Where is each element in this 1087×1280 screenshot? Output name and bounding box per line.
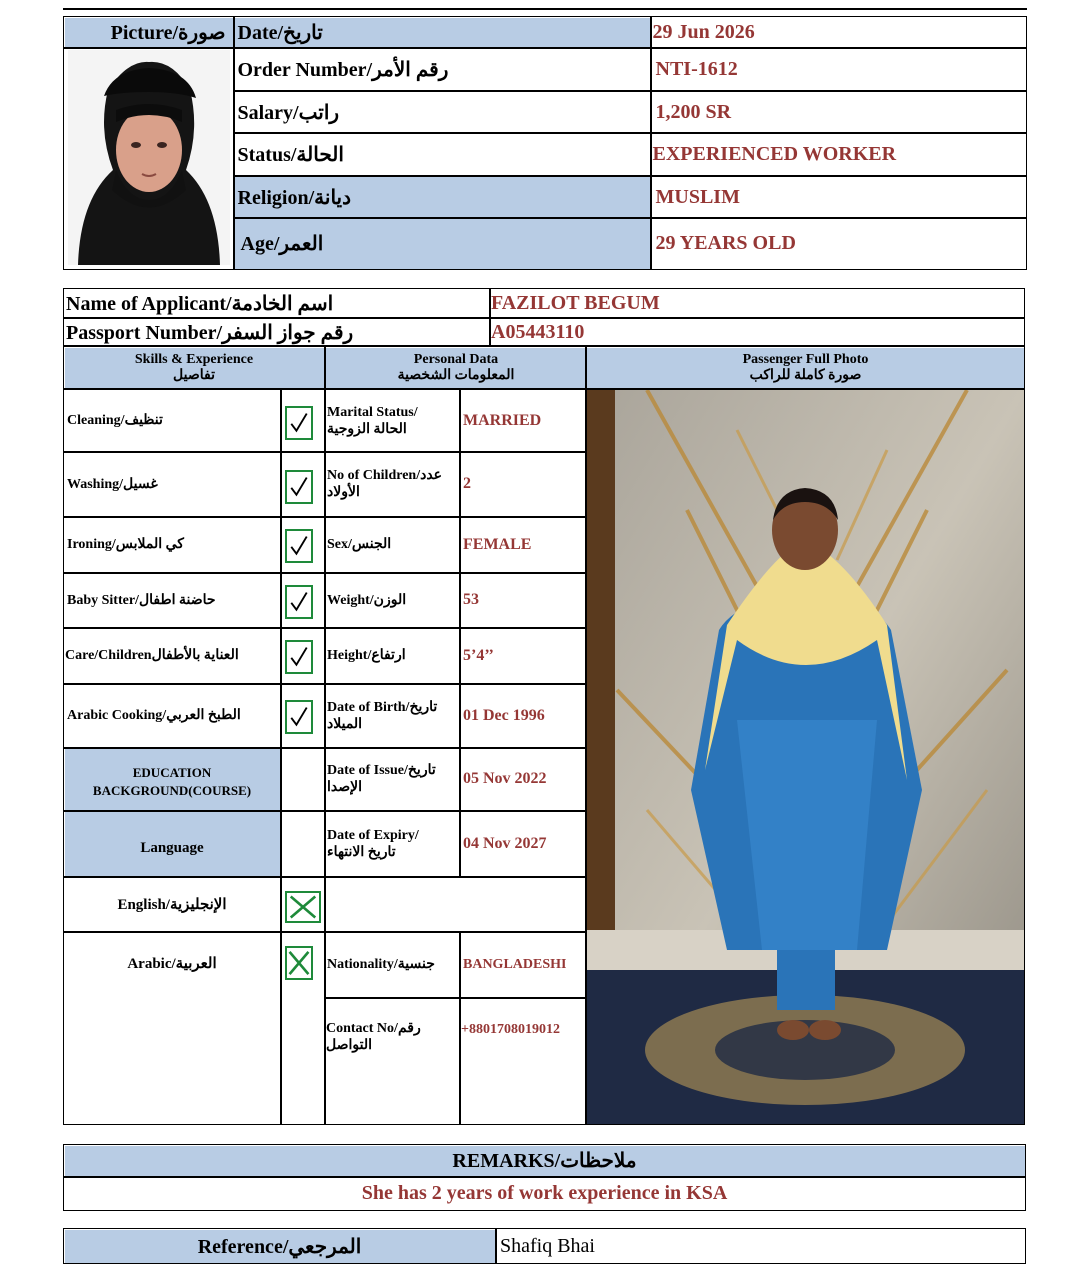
nationality-value: BANGLADESHI bbox=[463, 956, 567, 972]
weight-value: 53 bbox=[463, 591, 479, 608]
age-label: Age/العمر bbox=[235, 219, 650, 269]
height-label: Height/ارتفاع bbox=[327, 648, 406, 663]
english-cross-icon bbox=[285, 891, 321, 923]
weight-label: Weight/الوزن bbox=[327, 592, 407, 608]
personal-header-en: Personal Data bbox=[413, 352, 499, 367]
language-arabic-label: Arabic/العربية bbox=[127, 955, 217, 972]
date-of-issue-value: 05 Nov 2022 bbox=[463, 770, 547, 787]
skill-baby-sitter-label: Baby Sitter/حاضنة اطفال bbox=[67, 592, 216, 608]
top-rule bbox=[63, 8, 1027, 10]
sex-value: FEMALE bbox=[463, 535, 532, 553]
height-value: 5’4’’ bbox=[463, 646, 494, 664]
date-of-birth-label: Date of Birth/تاريخ الميلاد bbox=[327, 699, 438, 732]
religion-label: Religion/ديانة bbox=[235, 177, 650, 218]
reference-label: Reference/المرجعي bbox=[197, 1235, 362, 1258]
age-value: 29 YEARS OLD bbox=[655, 232, 796, 254]
reference-value: Shafiq Bhai bbox=[500, 1234, 595, 1257]
language-label: Language bbox=[140, 839, 204, 856]
children-label: No of Children/عدد الأولاد bbox=[327, 468, 443, 500]
date-of-birth-value: 01 Dec 1996 bbox=[463, 706, 545, 724]
picture-label: Picture/صورة bbox=[65, 18, 234, 48]
personal-header-ar: المعلومات الشخصية bbox=[397, 368, 515, 383]
passport-number-value: A05443110 bbox=[491, 320, 585, 343]
order-number-label: Order Number/رقم الأمر bbox=[237, 59, 449, 81]
skill-arabic-cooking-label: Arabic Cooking/الطبخ العربي bbox=[67, 708, 241, 723]
cleaning-check-icon bbox=[285, 406, 313, 440]
children-value: 2 bbox=[463, 475, 471, 492]
personal-data-header bbox=[326, 349, 586, 387]
applicant-name-label: Name of Applicant/اسم الخادمة bbox=[66, 293, 334, 315]
skill-washing-label: Washing/غسيل bbox=[67, 476, 158, 492]
education-label bbox=[65, 760, 279, 804]
status-value: EXPERIENCED WORKER bbox=[652, 143, 897, 165]
skill-ironing-label: Ironing/كي الملابس bbox=[67, 537, 184, 552]
care-children-check-icon bbox=[285, 640, 313, 674]
passenger-full-photo bbox=[587, 390, 1024, 1124]
washing-check-icon bbox=[285, 470, 313, 504]
marital-status-label: Marital Status/ الحالة الزوجية bbox=[327, 404, 418, 437]
remarks-label: REMARKS/ملاحظات bbox=[452, 1150, 637, 1172]
photo-header-ar: صورة كاملة للراكب bbox=[749, 368, 862, 383]
salary-label: Salary/راتب bbox=[237, 101, 340, 124]
date-of-issue-label: Date of Issue/تاريخ الإصدا bbox=[327, 763, 436, 795]
date-of-expiry-label: Date of Expiry/ تاريخ الانتهاء bbox=[327, 827, 419, 860]
passport-number-label: Passport Number/رقم جواز السفر bbox=[66, 321, 354, 344]
status-label: Status/الحالة bbox=[237, 144, 344, 166]
date-label: Date/تاريخ bbox=[235, 18, 650, 48]
order-number-value: NTI-1612 bbox=[655, 58, 738, 80]
religion-value: MUSLIM bbox=[655, 185, 740, 208]
contact-value: +8801708019012 bbox=[461, 1022, 560, 1037]
photo-header-en: Passenger Full Photo bbox=[742, 352, 869, 367]
skill-cleaning-label: Cleaning/تنظيف bbox=[67, 413, 163, 428]
skill-care-children-label: Care/Childrenالعناية بالأطفال bbox=[65, 648, 239, 663]
marital-status-value: MARRIED bbox=[463, 411, 542, 429]
applicant-portrait-photo bbox=[68, 50, 230, 265]
skills-header-ar: تفاصيل bbox=[173, 368, 215, 383]
arabic-cross-icon bbox=[285, 946, 313, 980]
baby-sitter-check-icon bbox=[285, 585, 313, 619]
skills-header bbox=[64, 349, 324, 387]
education-line1: EDUCATION bbox=[132, 765, 212, 780]
skills-header-en: Skills & Experience bbox=[134, 352, 254, 367]
education-line2: BACKGROUND(COURSE) bbox=[92, 783, 252, 798]
arabic-cooking-check-icon bbox=[285, 700, 313, 734]
nationality-label: Nationality/جنسية bbox=[327, 957, 435, 972]
ironing-check-icon bbox=[285, 529, 313, 563]
full-photo-header bbox=[587, 349, 1024, 387]
salary-value: 1,200 SR bbox=[655, 100, 732, 123]
applicant-name-value: FAZILOT BEGUM bbox=[491, 292, 660, 314]
contact-label: Contact No/رقم التواصل bbox=[326, 1021, 421, 1053]
language-english-label: English/الإنجليزية bbox=[117, 896, 227, 913]
date-of-expiry-value: 04 Nov 2027 bbox=[463, 834, 547, 852]
remarks-value: She has 2 years of work experience in KSA bbox=[361, 1182, 728, 1204]
sex-label: Sex/الجنس bbox=[327, 537, 392, 552]
date-value: 29 Jun 2026 bbox=[652, 21, 755, 43]
